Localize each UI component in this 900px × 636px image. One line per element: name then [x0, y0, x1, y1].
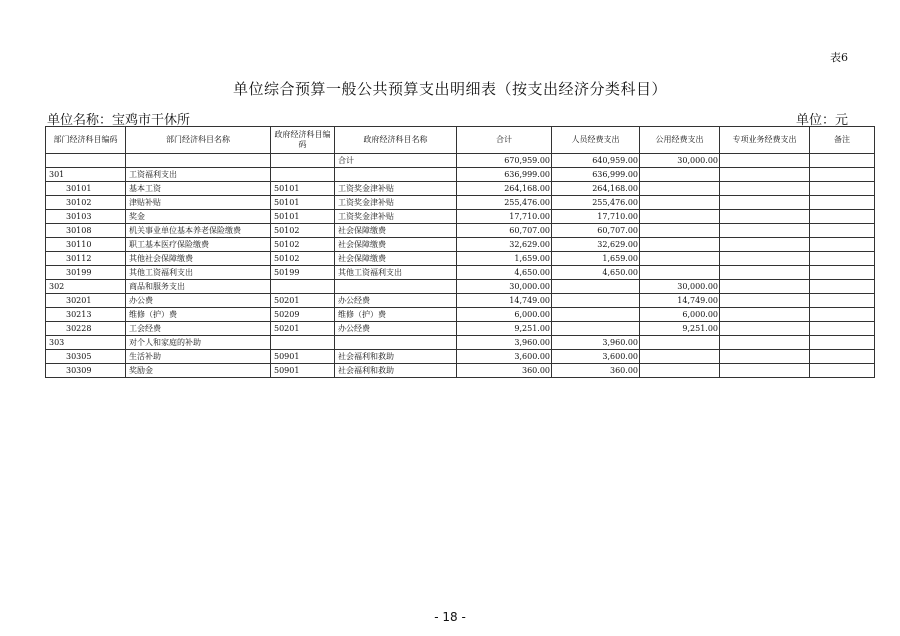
- table-header-row: [46, 127, 875, 154]
- cell-total: 3,960.00: [457, 336, 552, 350]
- cell-total: 670,959.00: [457, 154, 552, 168]
- table-number: 表6: [830, 51, 848, 64]
- cell-dept-code: 30199: [46, 266, 126, 280]
- cell-personnel: 264,168.00: [552, 182, 640, 196]
- cell-gov-code: 50199: [271, 266, 335, 280]
- cell-dept-code: 30309: [46, 364, 126, 378]
- cell-dept-name: 津贴补贴: [126, 196, 271, 210]
- cell-special: [720, 350, 810, 364]
- cell-special: [720, 154, 810, 168]
- cell-dept-name: 办公费: [126, 294, 271, 308]
- cell-dept-name: 生活补助: [126, 350, 271, 364]
- cell-dept-name: [126, 154, 271, 168]
- table-row: [46, 182, 875, 196]
- cell-total: 3,600.00: [457, 350, 552, 364]
- column-header-total: 合计: [457, 127, 552, 154]
- table-row: [46, 294, 875, 308]
- cell-total: 9,251.00: [457, 322, 552, 336]
- cell-special: [720, 238, 810, 252]
- cell-dept-code: 30228: [46, 322, 126, 336]
- table-row: [46, 322, 875, 336]
- cell-note: [810, 196, 875, 210]
- cell-special: [720, 196, 810, 210]
- table-row: [46, 336, 875, 350]
- cell-public: [640, 168, 720, 182]
- cell-special: [720, 294, 810, 308]
- cell-public: [640, 266, 720, 280]
- cell-dept-code: 302: [46, 280, 126, 294]
- cell-personnel: [552, 280, 640, 294]
- cell-dept-code: 30112: [46, 252, 126, 266]
- cell-special: [720, 210, 810, 224]
- column-header-special: 专项业务经费支出: [720, 127, 810, 154]
- column-header-dept-code: 部门经济科目编码: [46, 127, 126, 154]
- cell-dept-name: 机关事业单位基本养老保险缴费: [126, 224, 271, 238]
- cell-special: [720, 182, 810, 196]
- cell-total: 60,707.00: [457, 224, 552, 238]
- cell-special: [720, 308, 810, 322]
- cell-note: [810, 280, 875, 294]
- cell-gov-name: 办公经费: [335, 294, 457, 308]
- cell-public: 6,000.00: [640, 308, 720, 322]
- cell-total: 360.00: [457, 364, 552, 378]
- table-row: [46, 252, 875, 266]
- table-row: [46, 266, 875, 280]
- cell-gov-name: 其他工资福利支出: [335, 266, 457, 280]
- cell-note: [810, 182, 875, 196]
- cell-dept-name: 商品和服务支出: [126, 280, 271, 294]
- cell-gov-name: 社会福利和救助: [335, 350, 457, 364]
- cell-note: [810, 154, 875, 168]
- column-header-note: 备注: [810, 127, 875, 154]
- cell-dept-name: 维修（护）费: [126, 308, 271, 322]
- cell-dept-code: 30201: [46, 294, 126, 308]
- table-row: [46, 308, 875, 322]
- cell-gov-name: [335, 280, 457, 294]
- cell-gov-code: 50101: [271, 210, 335, 224]
- cell-total: 1,659.00: [457, 252, 552, 266]
- cell-public: [640, 350, 720, 364]
- page-number: - 18 -: [434, 610, 466, 624]
- cell-gov-name: 社会保障缴费: [335, 238, 457, 252]
- cell-special: [720, 266, 810, 280]
- table-row: [46, 196, 875, 210]
- cell-gov-code: 50102: [271, 238, 335, 252]
- column-header-gov-code: 政府经济科目编码: [271, 127, 335, 154]
- cell-note: [810, 210, 875, 224]
- cell-personnel: 636,999.00: [552, 168, 640, 182]
- cell-total: 636,999.00: [457, 168, 552, 182]
- cell-personnel: 17,710.00: [552, 210, 640, 224]
- cell-personnel: 360.00: [552, 364, 640, 378]
- cell-total: 17,710.00: [457, 210, 552, 224]
- currency-unit-label: 单位：元: [796, 113, 849, 128]
- cell-note: [810, 364, 875, 378]
- cell-gov-name: 工资奖金津补贴: [335, 182, 457, 196]
- cell-total: 4,650.00: [457, 266, 552, 280]
- cell-gov-code: [271, 280, 335, 294]
- cell-dept-code: 30110: [46, 238, 126, 252]
- cell-dept-name: 工资福利支出: [126, 168, 271, 182]
- cell-special: [720, 280, 810, 294]
- cell-gov-name: 社会福利和救助: [335, 364, 457, 378]
- cell-gov-code: 50101: [271, 182, 335, 196]
- cell-public: [640, 336, 720, 350]
- cell-total: 264,168.00: [457, 182, 552, 196]
- column-header-dept-name: 部门经济科目名称: [126, 127, 271, 154]
- cell-special: [720, 224, 810, 238]
- cell-note: [810, 308, 875, 322]
- cell-personnel: [552, 322, 640, 336]
- cell-gov-code: [271, 154, 335, 168]
- cell-dept-name: 基本工资: [126, 182, 271, 196]
- cell-dept-code: [46, 154, 126, 168]
- cell-dept-code: 30108: [46, 224, 126, 238]
- cell-public: [640, 238, 720, 252]
- column-header-gov-name: 政府经济科目名称: [335, 127, 457, 154]
- table-row: [46, 364, 875, 378]
- cell-gov-code: 50201: [271, 322, 335, 336]
- cell-public: [640, 182, 720, 196]
- cell-note: [810, 266, 875, 280]
- cell-special: [720, 336, 810, 350]
- cell-total: 6,000.00: [457, 308, 552, 322]
- cell-personnel: 640,959.00: [552, 154, 640, 168]
- cell-dept-code: 303: [46, 336, 126, 350]
- table-row: [46, 350, 875, 364]
- cell-note: [810, 238, 875, 252]
- cell-gov-name: 社会保障缴费: [335, 252, 457, 266]
- cell-gov-name: [335, 336, 457, 350]
- cell-personnel: 255,476.00: [552, 196, 640, 210]
- cell-public: [640, 252, 720, 266]
- cell-personnel: [552, 294, 640, 308]
- table-row: [46, 210, 875, 224]
- cell-dept-name: 奖金: [126, 210, 271, 224]
- cell-dept-code: 301: [46, 168, 126, 182]
- table-row: [46, 280, 875, 294]
- cell-special: [720, 252, 810, 266]
- cell-note: [810, 168, 875, 182]
- expenditure-detail-table: [45, 126, 875, 378]
- cell-gov-code: 50209: [271, 308, 335, 322]
- cell-gov-code: [271, 336, 335, 350]
- cell-personnel: [552, 308, 640, 322]
- cell-gov-name: 合计: [335, 154, 457, 168]
- cell-gov-name: 社会保障缴费: [335, 224, 457, 238]
- cell-note: [810, 322, 875, 336]
- cell-public: 30,000.00: [640, 280, 720, 294]
- cell-total: 14,749.00: [457, 294, 552, 308]
- cell-dept-code: 30102: [46, 196, 126, 210]
- cell-gov-name: 维修（护）费: [335, 308, 457, 322]
- table-body: [46, 154, 875, 378]
- cell-personnel: 32,629.00: [552, 238, 640, 252]
- column-header-public: 公用经费支出: [640, 127, 720, 154]
- cell-dept-code: 30213: [46, 308, 126, 322]
- cell-total: 32,629.00: [457, 238, 552, 252]
- cell-dept-name: 职工基本医疗保险缴费: [126, 238, 271, 252]
- cell-note: [810, 224, 875, 238]
- cell-dept-code: 30103: [46, 210, 126, 224]
- table-row: [46, 224, 875, 238]
- table-row: [46, 154, 875, 168]
- cell-gov-code: 50901: [271, 350, 335, 364]
- cell-personnel: 3,960.00: [552, 336, 640, 350]
- cell-gov-code: 50102: [271, 224, 335, 238]
- cell-public: [640, 196, 720, 210]
- cell-public: [640, 364, 720, 378]
- table-row: [46, 238, 875, 252]
- cell-gov-code: 50901: [271, 364, 335, 378]
- cell-gov-code: 50201: [271, 294, 335, 308]
- cell-total: 255,476.00: [457, 196, 552, 210]
- cell-public: 9,251.00: [640, 322, 720, 336]
- cell-public: [640, 224, 720, 238]
- cell-total: 30,000.00: [457, 280, 552, 294]
- cell-dept-name: 其他社会保障缴费: [126, 252, 271, 266]
- cell-public: [640, 210, 720, 224]
- cell-special: [720, 168, 810, 182]
- cell-dept-code: 30305: [46, 350, 126, 364]
- cell-note: [810, 350, 875, 364]
- cell-dept-name: 其他工资福利支出: [126, 266, 271, 280]
- table-row: [46, 168, 875, 182]
- cell-personnel: 4,650.00: [552, 266, 640, 280]
- cell-gov-name: [335, 168, 457, 182]
- column-header-personnel: 人员经费支出: [552, 127, 640, 154]
- cell-gov-name: 办公经费: [335, 322, 457, 336]
- cell-note: [810, 336, 875, 350]
- cell-dept-name: 工会经费: [126, 322, 271, 336]
- cell-dept-name: 对个人和家庭的补助: [126, 336, 271, 350]
- cell-gov-code: 50102: [271, 252, 335, 266]
- unit-name-label: 单位名称：宝鸡市干休所: [47, 113, 191, 128]
- cell-gov-name: 工资奖金津补贴: [335, 196, 457, 210]
- cell-special: [720, 364, 810, 378]
- page-title: 单位综合预算一般公共预算支出明细表（按支出经济分类科目）: [232, 80, 667, 98]
- cell-public: 14,749.00: [640, 294, 720, 308]
- cell-dept-code: 30101: [46, 182, 126, 196]
- cell-special: [720, 322, 810, 336]
- cell-personnel: 1,659.00: [552, 252, 640, 266]
- cell-gov-code: 50101: [271, 196, 335, 210]
- cell-gov-name: 工资奖金津补贴: [335, 210, 457, 224]
- cell-note: [810, 252, 875, 266]
- cell-personnel: 60,707.00: [552, 224, 640, 238]
- cell-personnel: 3,600.00: [552, 350, 640, 364]
- cell-note: [810, 294, 875, 308]
- cell-gov-code: [271, 168, 335, 182]
- cell-public: 30,000.00: [640, 154, 720, 168]
- cell-dept-name: 奖励金: [126, 364, 271, 378]
